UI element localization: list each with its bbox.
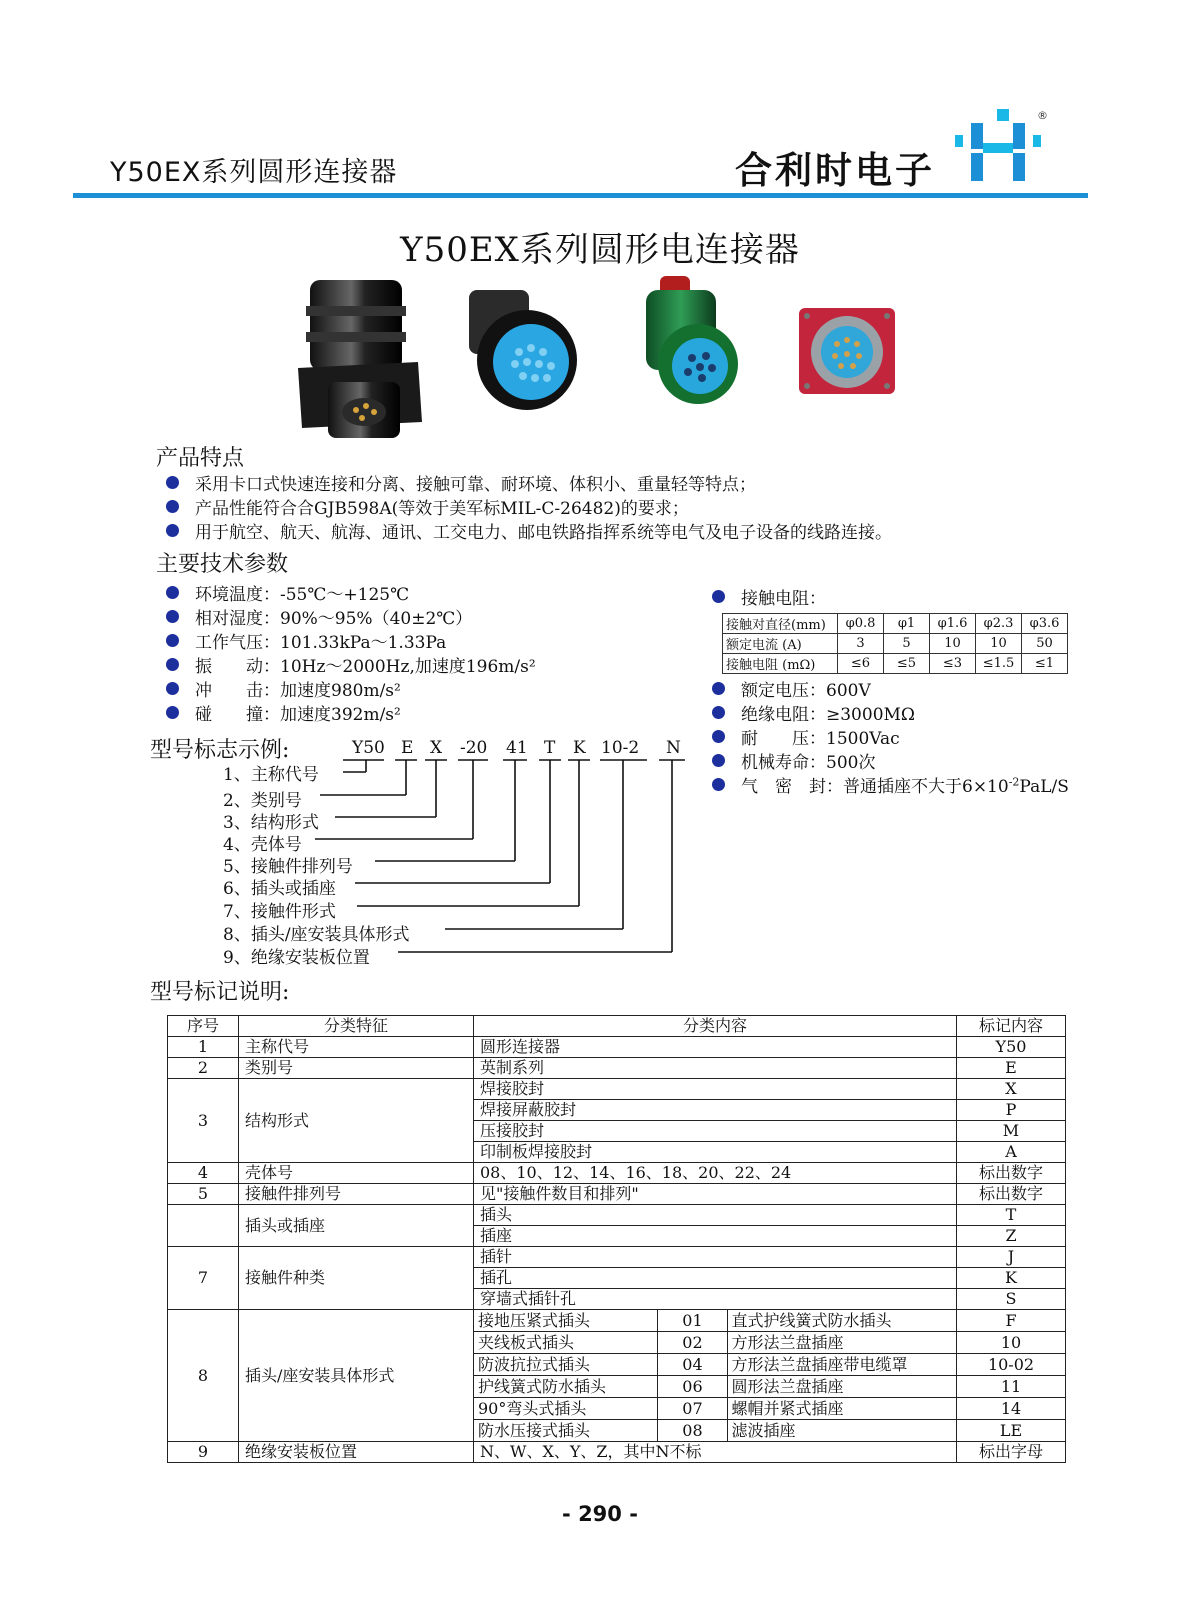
legend-item: 5、接触件排列号 [223,857,353,877]
legend-item: 9、绝缘安装板位置 [223,948,370,968]
series-title: Y50EX系列圆形连接器 [110,157,398,188]
spec-item: 耐 压：1500Vac [712,724,900,749]
feature-item: 产品性能符合合GJB598A(等效于美军标MIL-C-26482)的要求； [166,494,689,519]
table-row: 3 结构形式 焊接胶封 X [168,1079,1066,1100]
spec-item: 振 动：10Hz～2000Hz,加速度196m/s² [166,652,536,677]
spec-item: 相对湿度：90%～95%（40±2℃） [166,604,472,629]
table-row: 2 类别号 英制系列 E [168,1058,1066,1079]
code-part: N [666,738,681,758]
spec-item-seal: 气 密 封：普通插座不大于$6\times 10^{-2}PaL/S$ [712,772,1069,797]
legend-item: 1、主称代号 [223,765,319,785]
legend-item: 8、插头/座安装具体形式 [223,925,410,945]
spec-item: 环境温度：-55℃～+125℃ [166,580,409,605]
spec-item: 额定电压：600V [712,676,871,701]
model-designation-table [167,1015,1066,1463]
table-row: 压接胶封 M [168,1121,1066,1142]
contact-resistance-label: 接触电阻： [712,584,826,609]
code-part: 10-2 [601,738,640,758]
page-number: - 290 - [562,1502,638,1526]
table-row: 9 绝缘安装板位置 N、W、X、Y、Z，其中N不标 标出字母 [168,1442,1066,1463]
code-part: X [430,738,443,758]
table-row: 防波抗拉式插头 04 方形法兰盘插座带电缆罩 10-02 [168,1354,1066,1376]
legend-item: 3、结构形式 [223,813,319,833]
table-row: 90°弯头式插头 07 螺帽并紧式插座 14 [168,1398,1066,1420]
code-part: -20 [460,738,488,758]
specs-heading: 主要技术参数 [156,552,289,577]
legend-item: 6、插头或插座 [223,879,336,899]
table-row: 焊接屏蔽胶封 P [168,1100,1066,1121]
legend-item: 4、壳体号 [223,835,302,855]
features-heading: 产品特点 [156,446,245,471]
table-row: 接触电阻 (mΩ) ≤6 ≤5 ≤3 ≤1.5 ≤1 [723,654,1068,674]
table-row: 插头或插座 插头 T [168,1205,1066,1226]
table-row: 8 插头/座安装具体形式 接地压紧式插头 01 直式护线簧式防水插头 F [168,1310,1066,1332]
code-part: K [573,738,586,758]
table-row: 4 壳体号 08、10、12、14、16、18、20、22、24 标出数字 [168,1163,1066,1184]
code-part: Y50 [352,738,385,758]
registered-mark: ® [1037,109,1048,122]
table-row: 1 主称代号 圆形连接器 Y50 [168,1037,1066,1058]
table-row: 防水压接式插头 08 滤波插座 LE [168,1420,1066,1442]
table-row: 夹线板式插头 02 方形法兰盘插座 10 [168,1332,1066,1354]
table-row: 印制板焊接胶封 A [168,1142,1066,1163]
feature-item: 采用卡口式快速连接和分离、接触可靠、耐环境、体积小、重量轻等特点； [166,470,756,495]
legend-item: 2、类别号 [223,791,302,811]
code-part: E [401,738,414,758]
table-header-row: 序号 分类特征 分类内容 标记内容 [168,1016,1066,1037]
spec-item: 工作气压：101.33kPa～1.33Pa [166,628,446,653]
model-table-heading: 型号标记说明: [150,980,290,1005]
table-row: 额定电流 (A) 3 5 10 10 50 [723,634,1068,654]
table-row: 插座 Z [168,1226,1066,1247]
brand-name: 合利时电子 [735,149,935,192]
table-row: 5 接触件排列号 见"接触件数目和排列" 标出数字 [168,1184,1066,1205]
table-row: 接触对直径(mm) φ0.8 φ1 φ1.6 φ2.3 φ3.6 [723,614,1068,634]
code-part: 41 [506,738,528,758]
spec-item: 冲 击：加速度980m/s² [166,676,401,701]
spec-item: 碰 撞：加速度392m/s² [166,700,401,725]
table-row: 穿墙式插针孔 S [168,1289,1066,1310]
spec-item: 绝缘电阻：≥3000MΩ [712,700,915,725]
legend-item: 7、接触件形式 [223,902,336,922]
model-example-heading: 型号标志示例: [150,738,290,763]
spec-item: 机械寿命：500次 [712,748,875,773]
feature-item: 用于航空、航天、航海、通讯、工交电力、邮电铁路指挥系统等电气及电子设备的线路连接。 [166,518,892,543]
table-row: 护线簧式防水插头 06 圆形法兰盘插座 11 [168,1376,1066,1398]
page-title: Y50EX系列圆形电连接器 [400,230,800,270]
table-row: 7 接触件种类 插针 J [168,1247,1066,1268]
code-part: T [544,738,556,758]
table-row: 插孔 K [168,1268,1066,1289]
